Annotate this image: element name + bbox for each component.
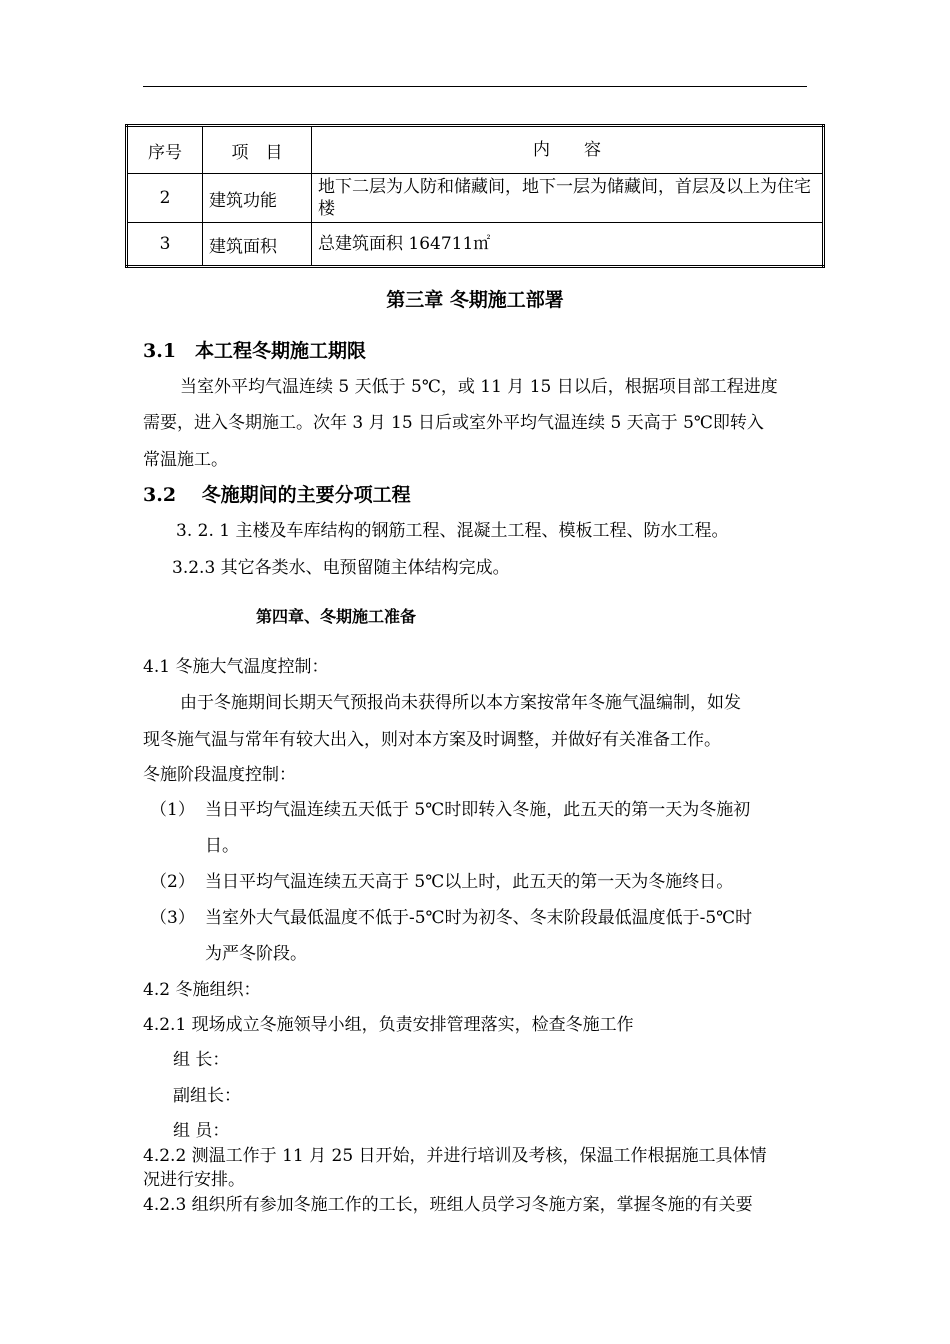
section-3-1-line: 当室外平均气温连续 5 天低于 5℃，或 11 月 15 日以后，根据项目部工程进度 [180,377,778,397]
section-4-1-heading: 4.1 冬施大气温度控制： [143,657,329,677]
section-3-1-line: 常温施工。 [143,450,228,470]
section-4-2-heading: 4.2 冬施组织： [143,980,261,1000]
section-4-2-2-line: 况进行安排。 [143,1170,245,1190]
chapter3-title: 第三章 冬期施工部署 [386,289,564,311]
project-info-table [125,124,825,268]
list-item: 当日平均气温连续五天低于 5℃时即转入冬施，此五天的第一天为冬施初 [205,800,751,820]
header-rule [143,86,807,87]
table-row [127,174,824,223]
member-label: 组 员： [173,1121,230,1141]
list-marker: （1） [150,800,195,820]
list-item: 当日平均气温连续五天高于 5℃以上时，此五天的第一天为冬施终日。 [205,872,734,892]
section-3-1-line: 需要，进入冬期施工。次年 3 月 15 日后或室外平均气温连续 5 天高于 5℃即转入 [143,413,764,433]
header-no: 序号 [127,126,203,174]
row-item: 建筑功能 [203,174,312,223]
row-no: 2 [127,174,203,223]
section-3-1-heading: 3.1 本工程冬期施工期限 [143,340,367,362]
row-item: 建筑面积 [203,223,312,267]
list-marker: （2） [150,872,195,892]
header-content: 内 容 [312,126,824,174]
chapter4-title: 第四章、冬期施工准备 [256,607,417,626]
list-item: 当室外大气最低温度不低于-5℃时为初冬、冬末阶段最低温度低于-5℃时 [205,908,753,928]
section-4-2-3-line: 4.2.3 组织所有参加冬施工作的工长，班组人员学习冬施方案，掌握冬施的有关要 [143,1195,753,1215]
section-4-1-line: 现冬施气温与常年有较大出入，则对本方案及时调整，并做好有关准备工作。 [143,730,721,750]
row-content: 地下二层为人防和储藏间，地下一层为储藏间，首层及以上为住宅楼 [312,174,824,223]
stage-temp-label: 冬施阶段温度控制： [143,765,296,785]
section-3-2-heading: 3.2 冬施期间的主要分项工程 [143,484,411,506]
leader-label: 组 长： [173,1050,230,1070]
section-3-2-item: 3. 2. 1 主楼及车库结构的钢筋工程、混凝土工程、模板工程、防水工程。 [176,521,729,541]
list-item: 日。 [205,836,239,856]
vice-leader-label: 副组长： [173,1086,241,1106]
list-item: 为严冬阶段。 [205,944,307,964]
section-4-2-1: 4.2.1 现场成立冬施领导小组，负责安排管理落实，检查冬施工作 [143,1015,634,1035]
header-item: 项 目 [203,126,312,174]
table-header-row [127,126,824,174]
row-content: 总建筑面积 164711㎡ [312,223,824,267]
table-row [127,223,824,267]
section-4-1-line: 由于冬施期间长期天气预报尚未获得所以本方案按常年冬施气温编制，如发 [180,693,741,713]
list-marker: （3） [150,908,195,928]
section-4-2-2-line: 4.2.2 测温工作于 11 月 25 日开始，并进行培训及考核，保温工作根据施工具体情 [143,1146,767,1166]
row-no: 3 [127,223,203,267]
section-3-2-item: 3.2.3 其它各类水、电预留随主体结构完成。 [172,558,510,578]
